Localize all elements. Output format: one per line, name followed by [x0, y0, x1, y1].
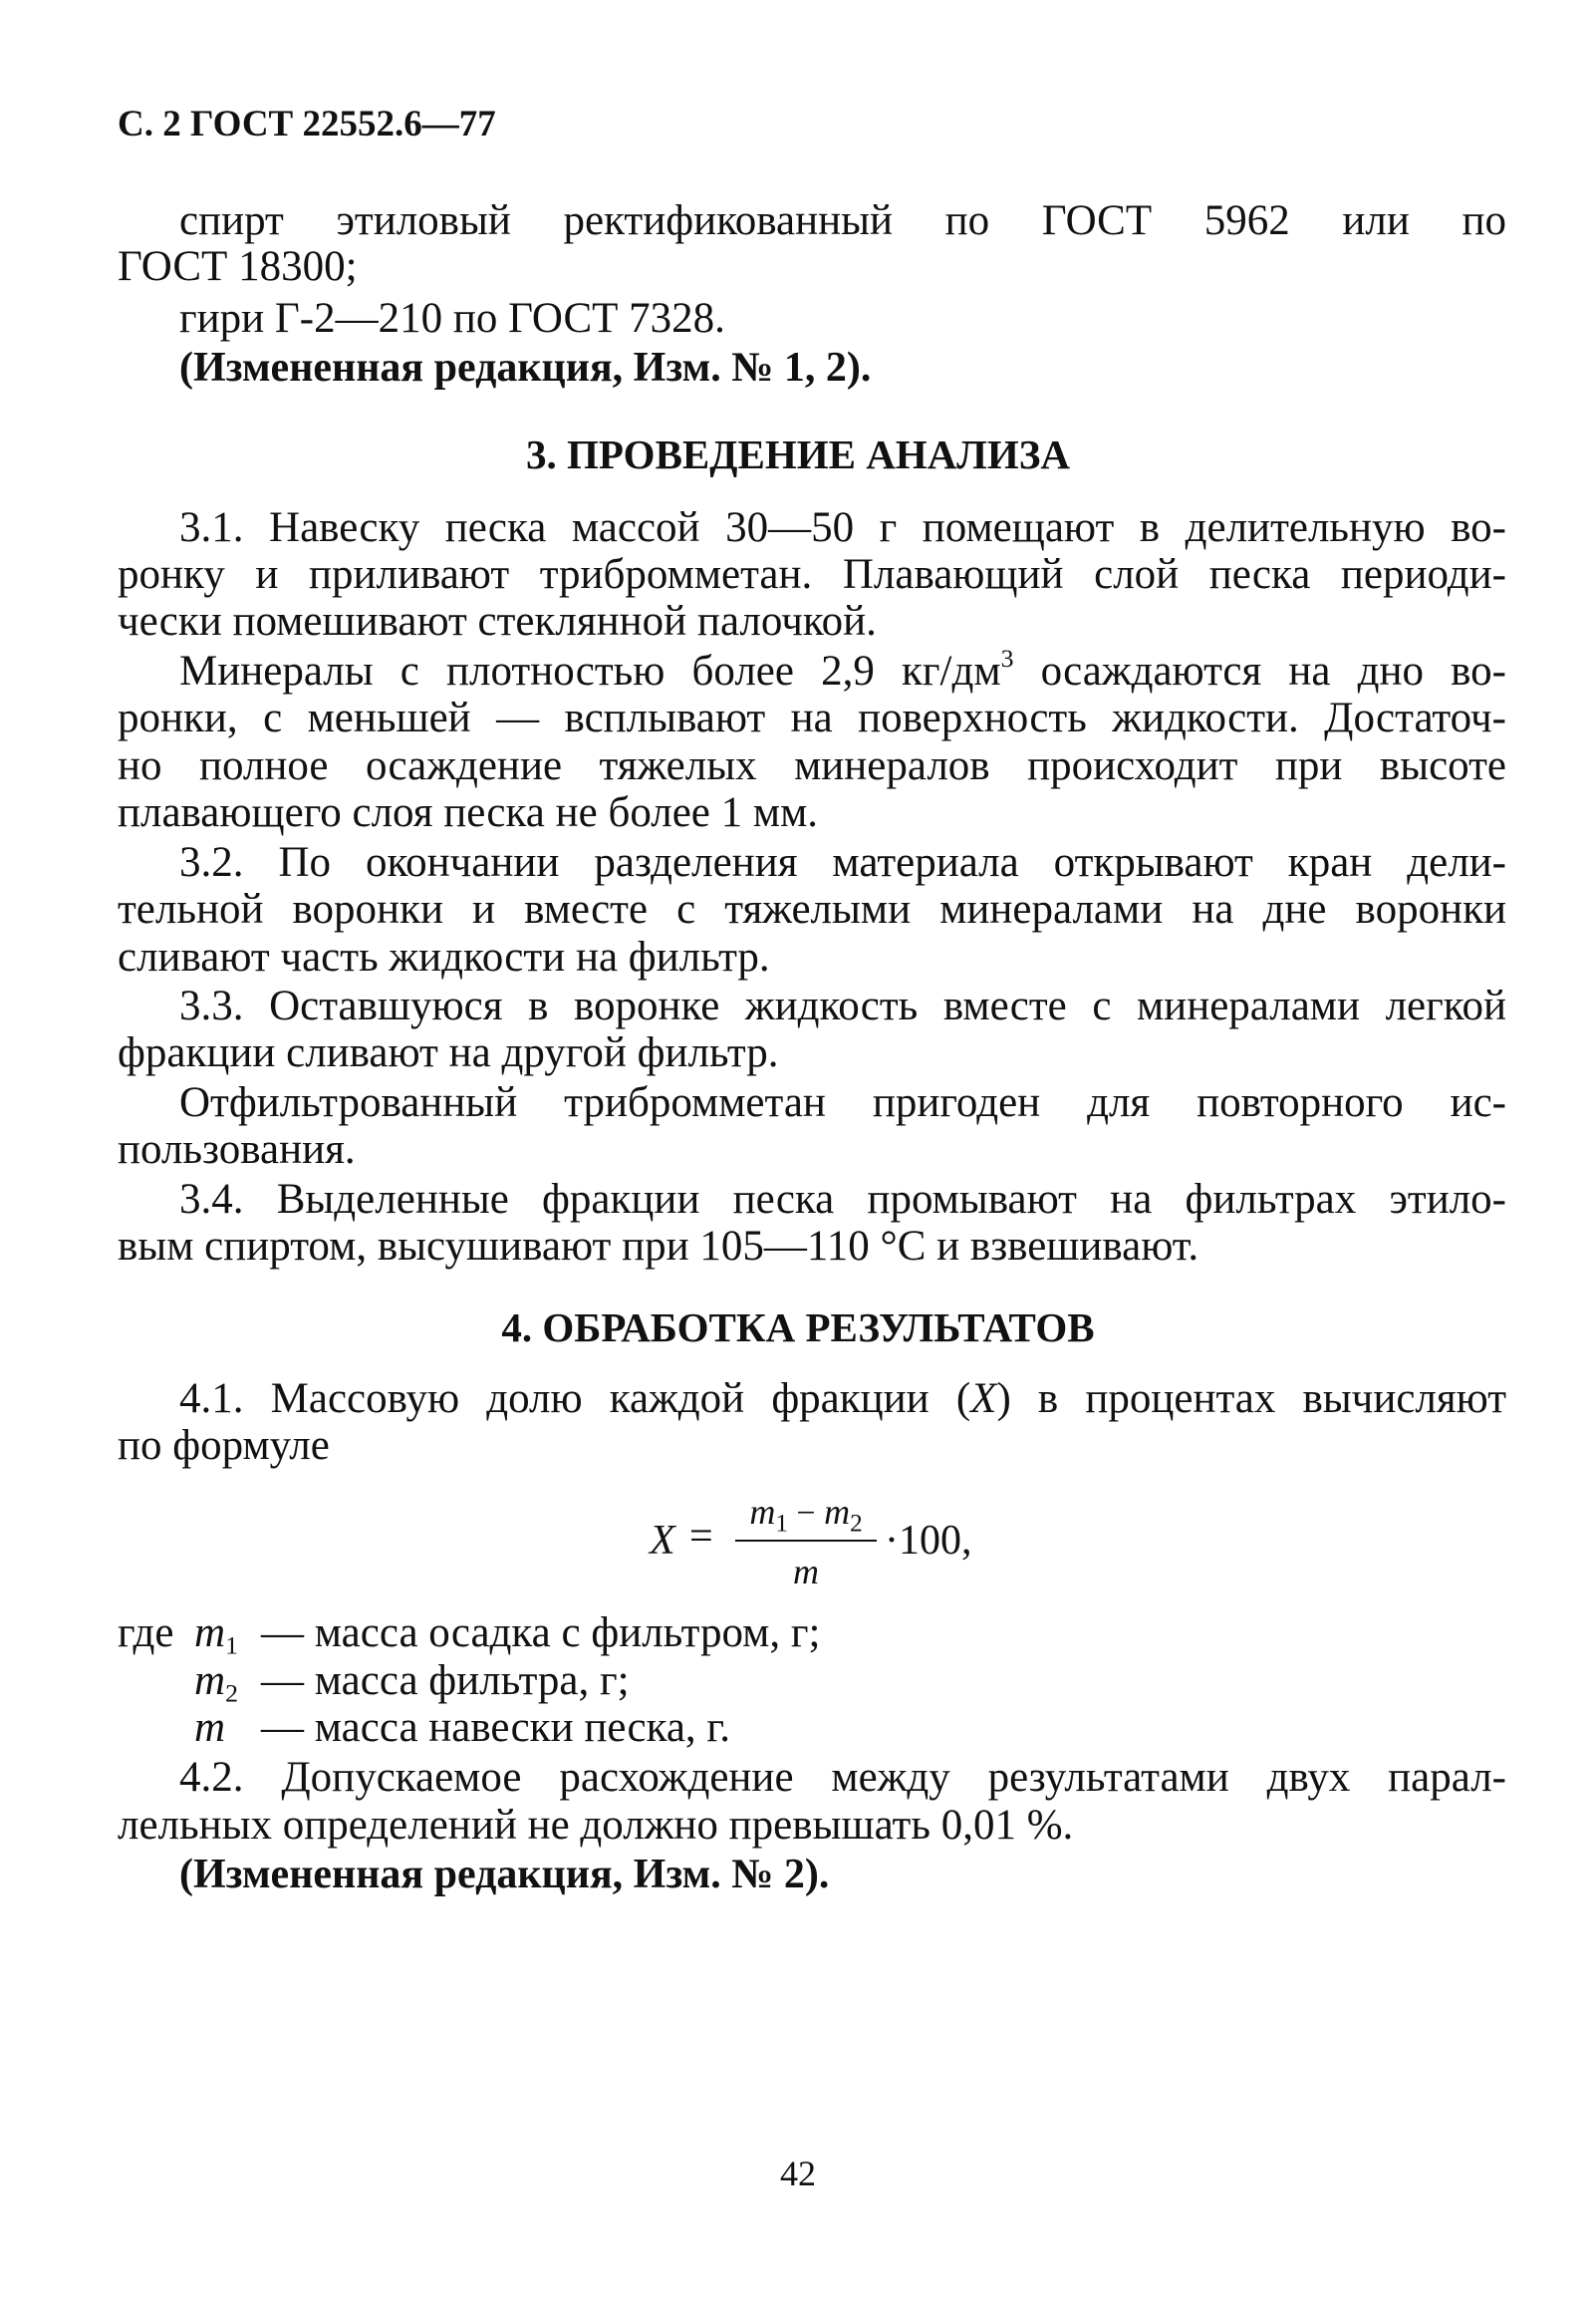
- page-number: 42: [780, 2153, 816, 2193]
- intro-line: ГОСТ 18300;: [118, 243, 358, 290]
- superscript: 3: [1000, 643, 1014, 673]
- paragraph-line: 3.2. По окончании разделения материала открывают кран дели-: [179, 839, 1506, 886]
- def-sym: m: [194, 1657, 226, 1704]
- text-fragment: Минералы с плотностью более 2,9 кг/дм: [179, 648, 1001, 695]
- paragraph-line: чески помешивают стеклянной палочкой.: [118, 598, 877, 645]
- text-fragment: осаждаются на дно во-: [1013, 648, 1506, 695]
- paragraph-line: пользования.: [118, 1126, 356, 1173]
- paragraph-line: по формуле: [118, 1422, 330, 1469]
- paragraph-line: 4.2. Допускаемое расхождение между результатами двух парал-: [179, 1754, 1506, 1801]
- paragraph-line: плавающего слоя песка не более 1 мм.: [118, 789, 819, 836]
- numerator-m2: m: [824, 1492, 851, 1532]
- text-fragment: 4.1. Массовую долю каждой фракции (: [179, 1375, 971, 1422]
- paragraph-line: 3.1. Навеску песка массой 30—50 г помещают в делительную во-: [179, 504, 1506, 551]
- paragraph-line: вым спиртом, высушивают при 105—110 °С и взвешивают.: [118, 1223, 1199, 1270]
- formula-numerator: [735, 1487, 877, 1538]
- paragraph-line: [179, 643, 1506, 695]
- intro-line: гири Г-2—210 по ГОСТ 7328.: [179, 295, 725, 342]
- formula-lhs: X: [650, 1518, 675, 1564]
- amendment-note: (Измененная редакция, Изм. № 2).: [179, 1852, 830, 1897]
- numerator-sub1: 1: [775, 1510, 788, 1538]
- paragraph-line: Отфильтрованный трибромметан пригоден для повторного ис-: [179, 1079, 1506, 1126]
- paragraph-line: ронку и приливают трибромметан. Плавающий слой песка периоди-: [118, 551, 1506, 598]
- paragraph-line: но полное осаждение тяжелых минералов происходит при высоте: [118, 742, 1506, 789]
- paragraph-line: ронки, с меньшей — всплывают на поверхность жидкости. Достаточ-: [118, 695, 1506, 741]
- page-header: С. 2 ГОСТ 22552.6—77: [118, 104, 496, 144]
- paragraph-line: [179, 1375, 1506, 1422]
- section-heading: 4. ОБРАБОТКА РЕЗУЛЬТАТОВ: [501, 1304, 1095, 1350]
- def-sub: 1: [225, 1630, 238, 1660]
- numerator-minus: −: [787, 1495, 825, 1532]
- definition-text: — масса фильтра, г;: [261, 1657, 630, 1704]
- formula-rhs: ·100,: [885, 1518, 972, 1564]
- numerator-sub2: 2: [850, 1510, 863, 1538]
- definition-symbol: [194, 1657, 238, 1708]
- def-sym: m: [194, 1704, 226, 1751]
- amendment-note: (Измененная редакция, Изм. № 1, 2).: [179, 345, 872, 391]
- def-sym: m: [194, 1609, 226, 1656]
- formula-denominator: m: [793, 1552, 819, 1591]
- paragraph-line: 3.4. Выделенные фракции песка промывают на фильтрах этило-: [179, 1176, 1506, 1223]
- definition-text: — масса осадка с фильтром, г;: [261, 1609, 821, 1656]
- text-fragment: ) в процентах вычисляют: [996, 1375, 1506, 1422]
- paragraph-line: лельных определений не должно превышать 0,01 %.: [118, 1802, 1074, 1849]
- definition-text: — масса навески песка, г.: [261, 1704, 730, 1751]
- def-sub: 2: [225, 1678, 238, 1708]
- paragraph-line: тельной воронки и вместе с тяжелыми минералами на дне воронки: [118, 886, 1506, 933]
- section-heading: 3. ПРОВЕДЕНИЕ АНАЛИЗА: [525, 431, 1070, 477]
- numerator-m1: m: [749, 1492, 776, 1532]
- where-lead: где: [118, 1609, 174, 1656]
- fraction-bar: [735, 1540, 877, 1542]
- paragraph-line: 3.3. Оставшуюся в воронке жидкость вместе с минералами легкой: [179, 983, 1506, 1029]
- definition-symbol: [194, 1704, 225, 1751]
- intro-line: спирт этиловый ректификованный по ГОСТ 5962 или по: [179, 197, 1506, 244]
- variable-x: X: [970, 1375, 997, 1422]
- paragraph-line: фракции сливают на другой фильтр.: [118, 1029, 779, 1076]
- definition-symbol: [194, 1609, 238, 1660]
- paragraph-line: сливают часть жидкости на фильтр.: [118, 934, 770, 981]
- formula-equals: =: [689, 1514, 713, 1560]
